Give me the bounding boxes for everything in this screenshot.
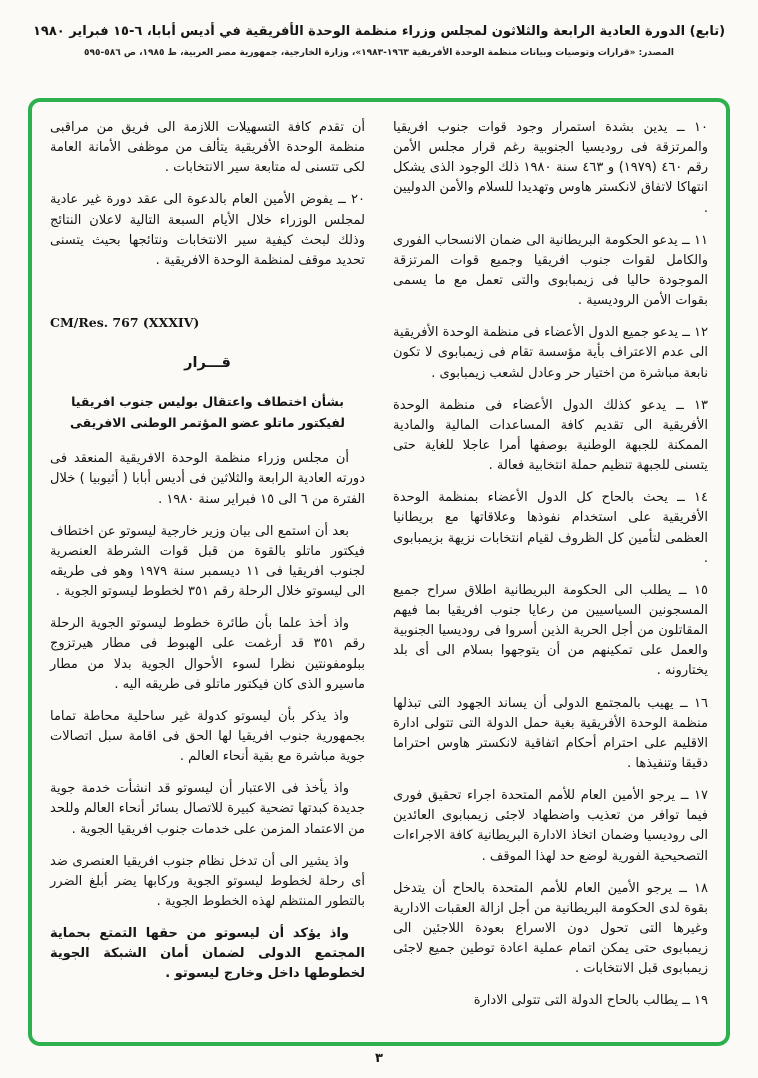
resolution-item-10: ١٠ ــ يدين بشدة استمرار وجود قوات جنوب افريقيا والمرتزقة فى روديسيا الجنوبية رغم قرار مجلس الأمن رقم ٤٦٠ (١٩٧٩) و ٤٦٣ سنة ١٩٨٠ ذلك الوجود الذى يشكل انتهاكا لاتفاق لانكستر هاوس وتهديدا للسلام والأمن الدوليين . (393, 120, 708, 216)
resolution-item-19: ١٩ ــ يطالب بالحاح الدولة التى تتولى الادارة (473, 993, 708, 1009)
page-header (0, 0, 758, 58)
resolution-subject (50, 391, 365, 434)
two-column-layout (50, 118, 708, 1026)
resolution-item-13: ١٣ ــ يدعو كذلك الدول الأعضاء فى منظمة الوحدة الأفريقية الى تقديم كافة المساعدات المالية والمادية الممكنة للجبهة الوطنية بوصفها أمرا عاجلا للغاية حتى يتسنى للجبهة تنظيم حملة انتخابية فعالة . (393, 397, 708, 474)
preamble-paragraph: أن مجلس وزراء منظمة الوحدة الافريقية المنعقد فى دورته العادية الرابعة والثلاثين فى أديس أبابا ( أثيوبيا ) خلال الفترة من ٦ الى ١٥ فبراير سنة ١٩٨٠ . (50, 451, 365, 507)
preamble-paragraph: بعد أن استمع الى بيان وزير خارجية ليسوتو عن اختطاف فيكتور ماتلو بالقوة من قبل قوات الشرطة العنصرية لجنوب افريقيا فى ١١ ديسمبر سنة ١٩٧٩ وهو فى طريقه الى ليسوتو خلال الرحلة رقم ٣٥١ لخطوط ليسوتو الجوية . (50, 523, 365, 600)
subject-line-2: لفيكتور ماتلو عضو المؤتمر الوطنى الافريقى (70, 415, 345, 431)
left-column (50, 118, 365, 1026)
preamble-paragraph-emphasized: واذ يؤكد أن ليسوتو من حقها التمتع بحماية المجتمع الدولى لضمان أمان الشبكة الجوية لخطوطها داخل وخارج ليسوتو . (50, 926, 365, 982)
resolution-item-11: ١١ ــ يدعو الحكومة البريطانية الى ضمان الانسحاب الفورى والكامل لقوات جنوب افريقيا وجميع قوات المرتزقة الموجودة حاليا فى زيمبابوى والتى تعمل مع ما يسمى بقوات الأمن الروديسية . (393, 232, 708, 309)
content-frame (28, 98, 730, 1046)
preamble-paragraph: واذ أخذ علما بأن طائرة خطوط ليسوتو الجوية الرحلة رقم ٣٥١ قد أرغمت على الهبوط فى مطار هيرتزوج ببلومفونتين نظرا لسوء الأحوال الجوية بدلا من مطار ماسيرو الذى كان فيكتور ماتلو فى طريقه اليه . (50, 616, 365, 692)
resolution-item-20: ٢٠ ــ يفوض الأمين العام بالدعوة الى عقد دورة غير عادية لمجلس الوزراء خلال الأيام السبعة التالية لاعلان النتائج وذلك لبحث كيفية سير الانتخابات ونتائجها بحيث يتسنى تحديد موقف لمنظمة الوحدة الافريقية . (50, 192, 365, 268)
right-column (393, 118, 708, 1026)
resolution-item-17: ١٧ ــ يرجو الأمين العام للأمم المتحدة اجراء تحقيق فورى فيما توافر من تعذيب واضطهاد لاجئى زيمبابوى العائدين الى روديسيا وضمان اتخاذ الادارة البريطانية كافة الاجراءات التصحيحية الفورية لوضع حد لهذا الموقف . (393, 788, 708, 864)
preamble-paragraph: واذ يذكر بأن ليسوتو كدولة غير ساحلية محاطة تماما بجمهورية جنوب افريقيا لها الحق فى اقامة سبل اتصالات جوية مباشرة مع بقية أنحاء العالم . (50, 708, 365, 765)
resolution-item-14: ١٤ ــ يحث بالحاح كل الدول الأعضاء بمنظمة الوحدة الأفريقية على استخدام نفوذها وعلاقاتها مع بريطانيا العظمى لتأمين كل الظروف لقيام انتخابات نزيهة بزيمبابوى . (393, 490, 708, 566)
resolution-item-16: ١٦ ــ يهيب بالمجتمع الدولى أن يساند الجهود التى تبذلها منظمة الوحدة الأفريقية بغية حمل الدولة التى تتولى ادارة الاقليم على احترام أحكام اتفاقية لانكستر هاوس احتراما دقيقا وتنفيذها . (393, 695, 708, 771)
resolution-item-15: ١٥ ــ يطلب الى الحكومة البريطانية اطلاق سراح جميع المسجونين السياسيين من رعايا جنوب افريقيا بما فيهم المقاتلون من أجل الحرية الذين أسروا فى روديسيا الجنوبية والعمل على تمكينهم من أن يتوجهوا بسلام الى أى بلد يختارونه . (393, 582, 708, 679)
continuation-paragraph: أن تقدم كافة التسهيلات اللازمة الى فريق من مراقبى منظمة الوحدة الأفريقية يتألف من موظفى الأمانة العامة لكى تتسنى له متابعة سير الانتخابات . (50, 120, 365, 176)
resolution-item-12: ١٢ ــ يدعو جميع الدول الأعضاء فى منظمة الوحدة الأفريقية الى عدم الاعتراف بأية مؤسسة تقام فى زيمبابوى لا تكون نابعة مباشرة من اختيار حر وعادل لشعب زيمبابوى . (393, 325, 708, 381)
preamble-paragraph: واذ يشير الى أن تدخل نظام جنوب افريقيا العنصرى ضد أى رحلة لخطوط ليسوتو الجوية وركابها يضر أبلغ الضرر بالتطور المنتظم لهذه الخطوط الجوية . (50, 853, 365, 909)
source-line: المصدر: «قرارات وتوصيات وبيانات منظمة الوحدة الأفريقية ١٩٦٣-١٩٨٣»، وزارة الخارجية، جمهورية مصر العربية، ط ١٩٨٥، ص ٥٨٦-٥٩٥ (84, 48, 674, 58)
resolution-heading: قـــرار (184, 355, 231, 372)
resolution-reference: CM/Res. 767 (XXXIV) (50, 314, 200, 330)
resolution-item-18: ١٨ ــ يرجو الأمين العام للأمم المتحدة بالحاح أن يتدخل بقوة لدى الحكومة البريطانية من أجل ازالة العقبات الادارية وغيرها التى تحول دون الاسراع بعودة اللاجئين الى زيمبابوى حتى يمكن اتمام عملية اعادة توطين جميع لاجئى زيمبابوى قبل الانتخابات . (393, 880, 708, 977)
session-title: (تابع) الدورة العادية الرابعة والثلاثون لمجلس وزراء منظمة الوحدة الأفريقية في أديس أبابا، ٦-١٥ فبراير ١٩٨٠ (32, 24, 726, 39)
subject-line-1: بشأن اختطاف واعتقال بوليس جنوب افريقيا (71, 393, 344, 409)
page-number: ٣ (375, 1051, 383, 1066)
preamble-paragraph: واذ يأخذ فى الاعتبار أن ليسوتو قد انشأت خدمة جوية جديدة كبدتها تضحية كبيرة للاتصال بسائر أنحاء العالم وللحد من الاعتماد المزمن على خدمات جنوب افريقيا الجوية . (50, 781, 365, 837)
